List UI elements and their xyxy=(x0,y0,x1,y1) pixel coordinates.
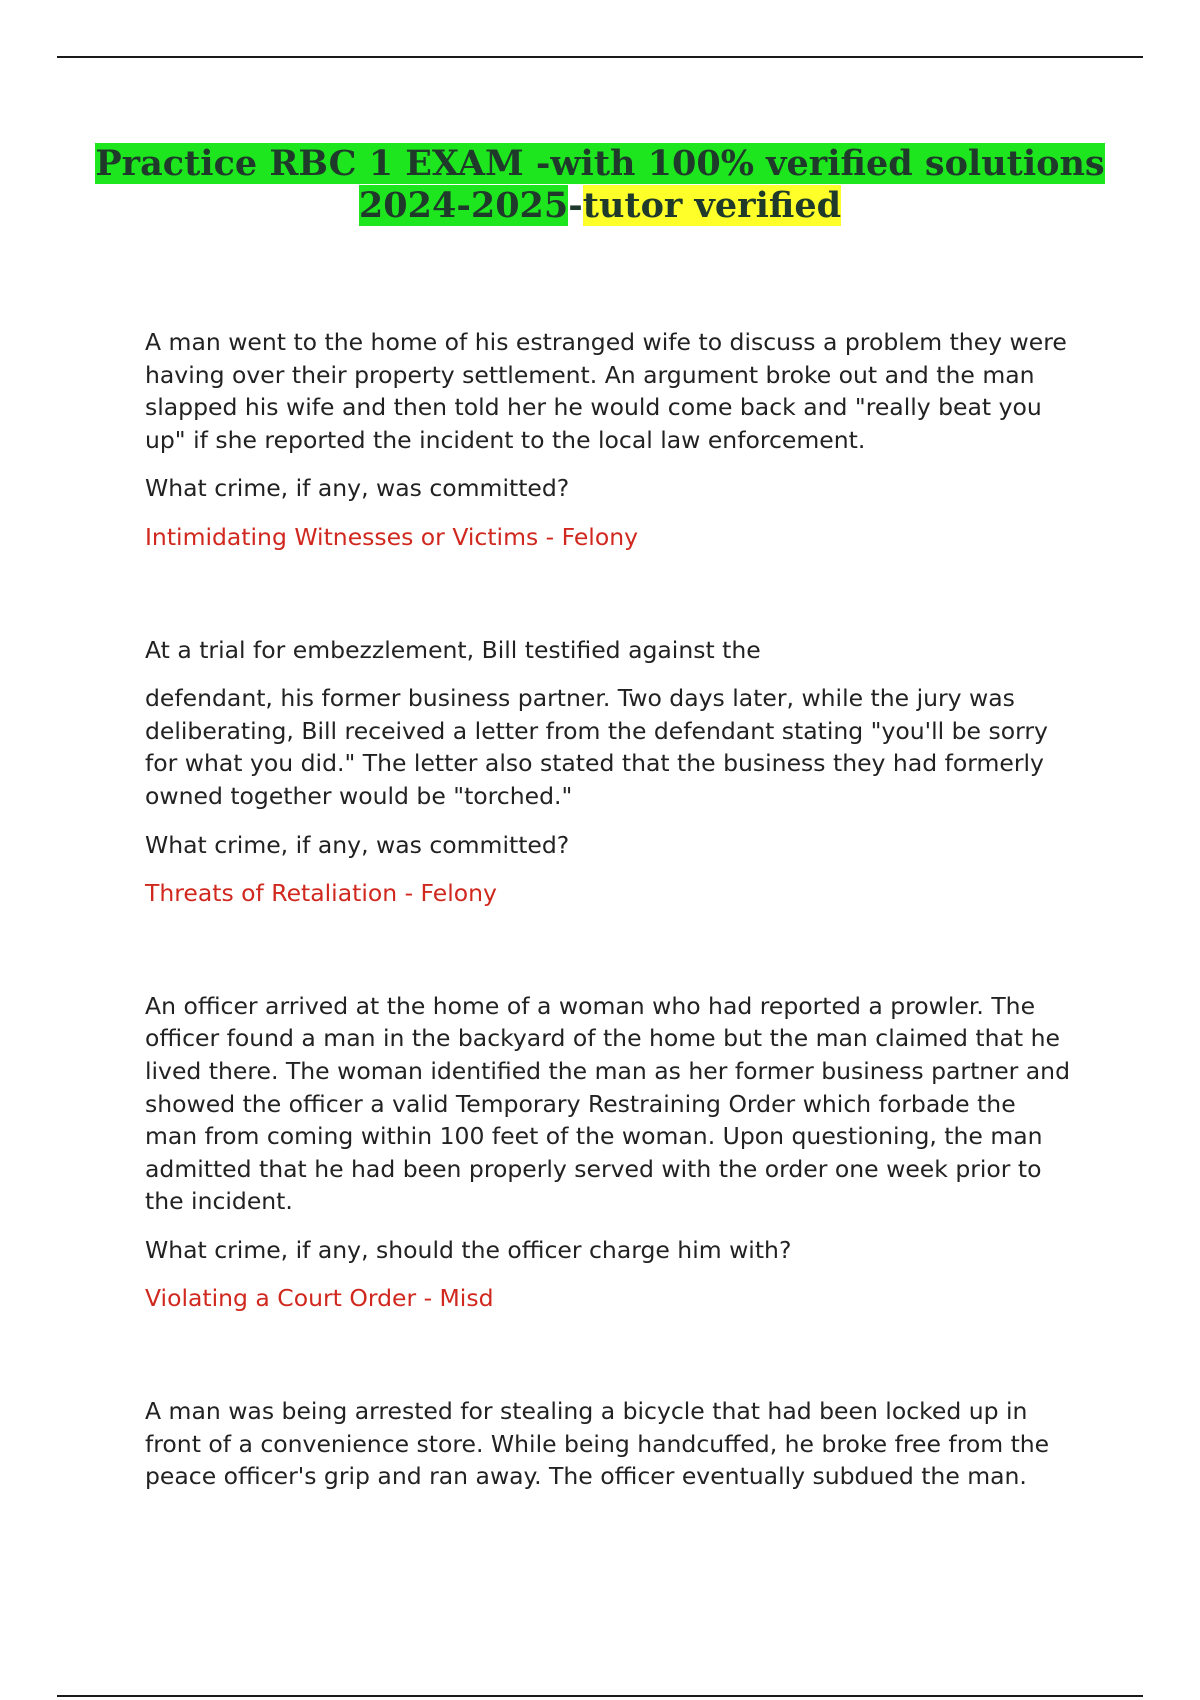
title-highlight-green: Practice RBC 1 EXAM -with 100% verified solutions xyxy=(95,143,1105,184)
page-title xyxy=(0,143,1200,227)
title-line-2 xyxy=(0,185,1200,227)
question-prompt: What crime, if any, should the officer charge him with? xyxy=(145,1235,792,1264)
title-line-1 xyxy=(0,143,1200,185)
question-prompt: What crime, if any, was committed? xyxy=(145,830,570,859)
top-rule xyxy=(57,56,1143,58)
title-dash: - xyxy=(568,185,583,226)
question-scenario: At a trial for embezzlement, Bill testified against the xyxy=(145,635,761,664)
question-scenario: A man was being arrested for stealing a bicycle that had been locked up in front of a convenience store. While being handcuffed, he broke free from the peace officer's grip and ran away. The officer eventually subdued the man. xyxy=(145,1397,1050,1491)
question-block-2 xyxy=(145,634,1075,910)
question-block-4 xyxy=(145,1395,1075,1493)
question-scenario: A man went to the home of his estranged wife to discuss a problem they were having over their property settlement. An argument broke out and the man slapped his wife and then told her he would come back and "really beat you up" if she reported the incident to the local law enforcement. xyxy=(145,328,1067,454)
question-answer: Intimidating Witnesses or Victims - Felony xyxy=(145,522,639,551)
question-block-3 xyxy=(145,990,1075,1315)
question-answer: Violating a Court Order - Misd xyxy=(145,1284,494,1313)
title-year-highlight: 2024-2025 xyxy=(358,185,569,226)
question-scenario: An officer arrived at the home of a woman who had reported a prowler. The officer found a man in the backyard of the home but the man claimed that he lived there. The woman identified the man as her former business partner and showed the officer a valid Temporary Restraining Order which forbade the man from coming within 100 feet of the woman. Upon questioning, the man admitted that he had been properly served with the order one week prior to the incident. xyxy=(145,991,1070,1216)
document-body xyxy=(145,326,1075,1509)
bottom-rule xyxy=(57,1695,1143,1697)
question-block-1 xyxy=(145,326,1075,554)
title-highlight-yellow: tutor verified xyxy=(582,185,842,226)
question-answer: Threats of Retaliation - Felony xyxy=(145,879,497,908)
question-prompt: What crime, if any, was committed? xyxy=(145,474,570,503)
question-scenario-continued: defendant, his former business partner. Two days later, while the jury was deliberating, Bill received a letter from the defendant stating "you'll be sorry for what you did." The letter also stated that the business they had formerly owned together would be "torched." xyxy=(145,684,1048,810)
